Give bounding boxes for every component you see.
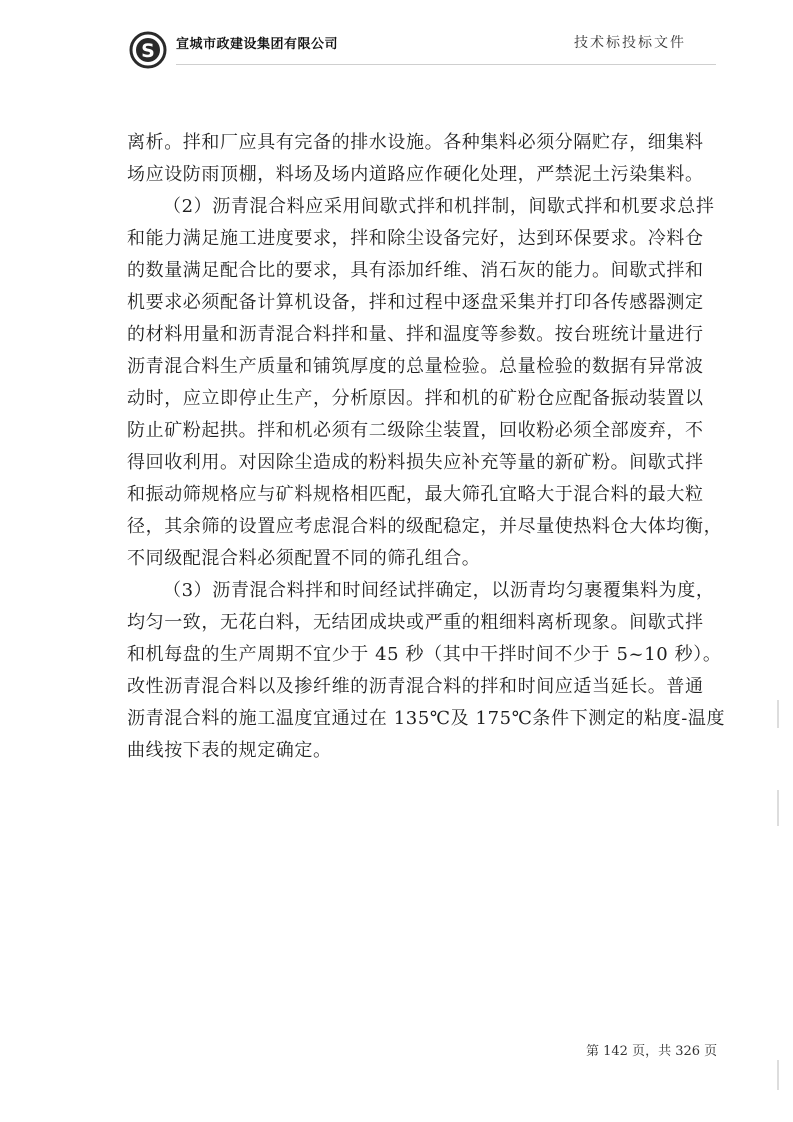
page-number: 第 142 页，共 326 页: [586, 1044, 718, 1059]
paragraph-start-line: （2）沥青混合料应采用间歇式拌和机拌制，间歇式拌和机要求总拌: [163, 196, 715, 217]
scan-edge-mark: [777, 700, 779, 728]
company-logo-letter: S: [141, 40, 155, 62]
company-name: 宣城市政建设集团有限公司: [176, 37, 339, 52]
text-line: 和能力满足施工进度要求，拌和除尘设备完好，达到环保要求。冷料仓: [127, 228, 704, 249]
scan-edge-mark: [777, 1060, 779, 1090]
text-line: 机要求必须配备计算机设备，拌和过程中逐盘采集并打印各传感器测定: [127, 292, 704, 313]
text-line: 沥青混合料生产质量和铺筑厚度的总量检验。总量检验的数据有异常波: [127, 356, 704, 377]
text-line: 得回收利用。对因除尘造成的粉料损失应补充等量的新矿粉。间歇式拌: [127, 452, 704, 473]
company-logo-icon: [128, 30, 168, 70]
page-header: [128, 26, 713, 76]
text-line: 和振动筛规格应与矿料规格相匹配，最大筛孔宜略大于混合料的最大粒: [127, 484, 704, 505]
text-line: 场应设防雨顶棚，料场及场内道路应作硬化处理，严禁泥土污染集料。: [127, 164, 704, 185]
text-line: 的材料用量和沥青混合料拌和量、拌和温度等参数。按台班统计量进行: [127, 324, 704, 345]
paragraph-start-line: （3）沥青混合料拌和时间经试拌确定，以沥青均匀裹覆集料为度，: [163, 580, 715, 601]
text-line: 改性沥青混合料以及掺纤维的沥青混合料的拌和时间应适当延长。普通: [127, 676, 704, 697]
text-line: 离析。拌和厂应具有完备的排水设施。各种集料必须分隔贮存，细集料: [127, 132, 704, 153]
text-line: 均匀一致，无花白料，无结团成块或严重的粗细料离析现象。间歇式拌: [127, 612, 704, 633]
scan-edge-mark: [777, 790, 779, 826]
body-text: [127, 127, 726, 767]
text-line: 不同级配混合料必须配置不同的筛孔组合。: [127, 548, 481, 569]
text-line: 防止矿粉起拱。拌和机必须有二级除尘装置，回收粉必须全部废弃，不: [127, 420, 704, 441]
text-line: 和机每盘的生产周期不宜少于 45 秒（其中干拌时间不少于 5~10 秒）。: [127, 644, 722, 665]
text-line: 沥青混合料的施工温度宜通过在 135℃及 175℃条件下测定的粘度-温度: [127, 708, 726, 729]
text-line: 动时，应立即停止生产，分析原因。拌和机的矿粉仓应配备振动装置以: [127, 388, 704, 409]
text-line: 曲线按下表的规定确定。: [127, 740, 332, 761]
text-line: 径，其余筛的设置应考虑混合料的级配稳定，并尽量使热料仓大体均衡，: [127, 516, 723, 537]
text-line: 的数量满足配合比的要求，具有添加纤维、消石灰的能力。间歇式拌和: [127, 260, 704, 281]
header-divider: [176, 64, 716, 65]
document-type: 技术标投标文件: [574, 35, 686, 51]
